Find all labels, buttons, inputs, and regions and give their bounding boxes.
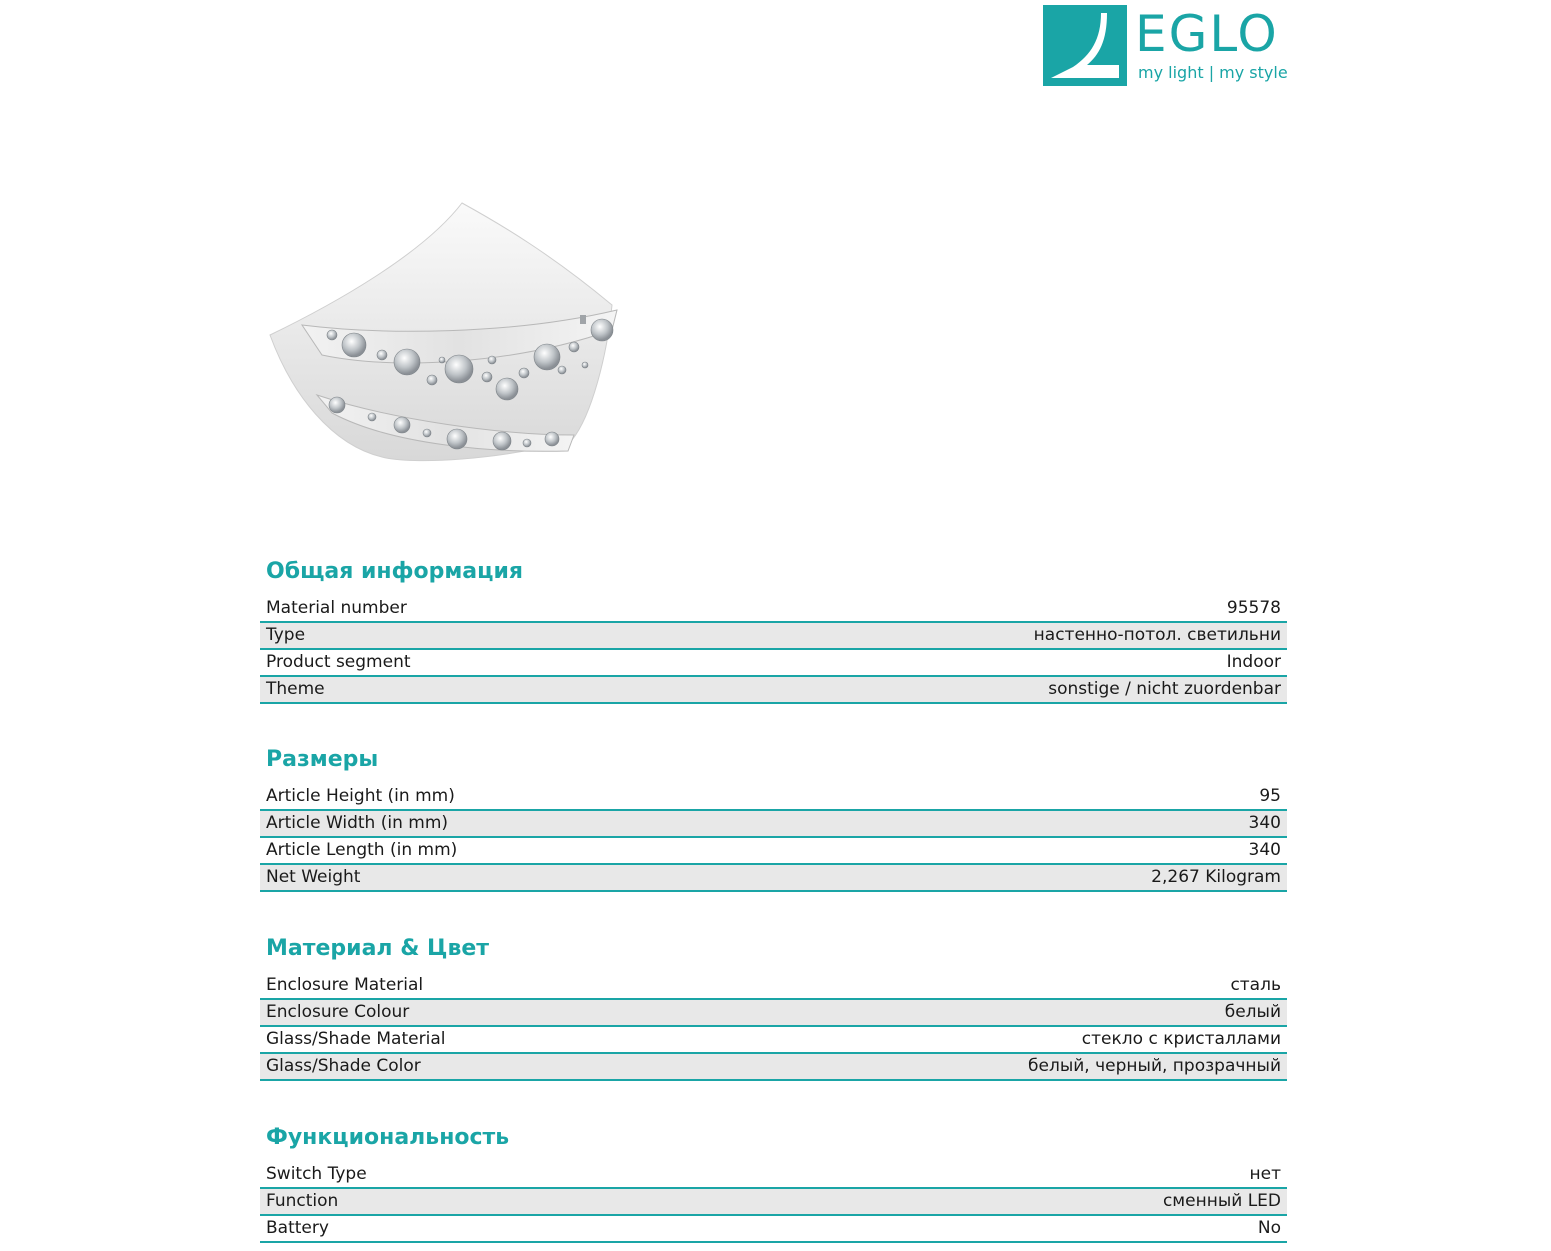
section-title: Функциональность <box>266 1125 510 1150</box>
spec-value: 340 <box>1248 840 1281 860</box>
spec-value: сменный LED <box>1162 1191 1281 1211</box>
spec-row <box>260 677 1287 704</box>
spec-table <box>260 784 1287 892</box>
spec-row <box>260 650 1287 677</box>
spec-row <box>260 1216 1287 1243</box>
section-functionality <box>260 1124 1287 1243</box>
spec-value: sonstige / nicht zuordenbar <box>1048 679 1281 699</box>
spec-row <box>260 811 1287 838</box>
spec-row <box>260 1027 1287 1054</box>
spec-label: Glass/Shade Material <box>266 1029 446 1049</box>
section-dimensions <box>260 746 1287 892</box>
brand-logo <box>1043 5 1293 89</box>
spec-label: Material number <box>266 598 407 618</box>
spec-row <box>260 1054 1287 1081</box>
section-general-info <box>260 558 1287 704</box>
spec-row <box>260 865 1287 892</box>
spec-label: Glass/Shade Color <box>266 1056 421 1076</box>
section-title: Общая информация <box>266 559 523 584</box>
spec-row <box>260 1189 1287 1216</box>
spec-label: Enclosure Colour <box>266 1002 410 1022</box>
spec-table <box>260 973 1287 1081</box>
spec-value: белый, черный, прозрачный <box>1028 1056 1281 1076</box>
spec-label: Function <box>266 1191 339 1211</box>
spec-value: 340 <box>1248 813 1281 833</box>
section-material-colour <box>260 935 1287 1081</box>
spec-row <box>260 973 1287 1000</box>
spec-value: 95578 <box>1226 598 1281 618</box>
brand-name: EGLO <box>1135 5 1279 63</box>
spec-value: 2,267 Kilogram <box>1151 867 1281 887</box>
spec-row <box>260 596 1287 623</box>
spec-label: Switch Type <box>266 1164 367 1184</box>
spec-value: стекло с кристаллами <box>1081 1029 1281 1049</box>
spec-label: Type <box>266 625 306 645</box>
spec-value: сталь <box>1230 975 1281 995</box>
spec-label: Enclosure Material <box>266 975 424 995</box>
spec-row <box>260 1000 1287 1027</box>
spec-value: Indoor <box>1226 652 1281 672</box>
eglo-logo-icon <box>1043 5 1127 86</box>
section-title: Материал & Цвет <box>266 936 490 961</box>
spec-value: настенно-потол. светильни <box>1033 625 1281 645</box>
spec-value: белый <box>1224 1002 1281 1022</box>
spec-label: Article Length (in mm) <box>266 840 458 860</box>
spec-table <box>260 1162 1287 1243</box>
spec-value: 95 <box>1259 786 1281 806</box>
spec-value: No <box>1257 1218 1281 1238</box>
spec-row <box>260 838 1287 865</box>
spec-label: Article Height (in mm) <box>266 786 455 806</box>
spec-label: Theme <box>266 679 325 699</box>
spec-row <box>260 784 1287 811</box>
spec-label: Article Width (in mm) <box>266 813 449 833</box>
spec-label: Net Weight <box>266 867 361 887</box>
spec-label: Battery <box>266 1218 329 1238</box>
spec-label: Product segment <box>266 652 411 672</box>
section-title: Размеры <box>266 747 379 772</box>
spec-table <box>260 596 1287 704</box>
spec-row <box>260 623 1287 650</box>
spec-row <box>260 1162 1287 1189</box>
brand-tagline: my light | my style <box>1138 63 1288 82</box>
ceiling-lamp-product-image <box>262 195 622 475</box>
spec-value: нет <box>1249 1164 1281 1184</box>
